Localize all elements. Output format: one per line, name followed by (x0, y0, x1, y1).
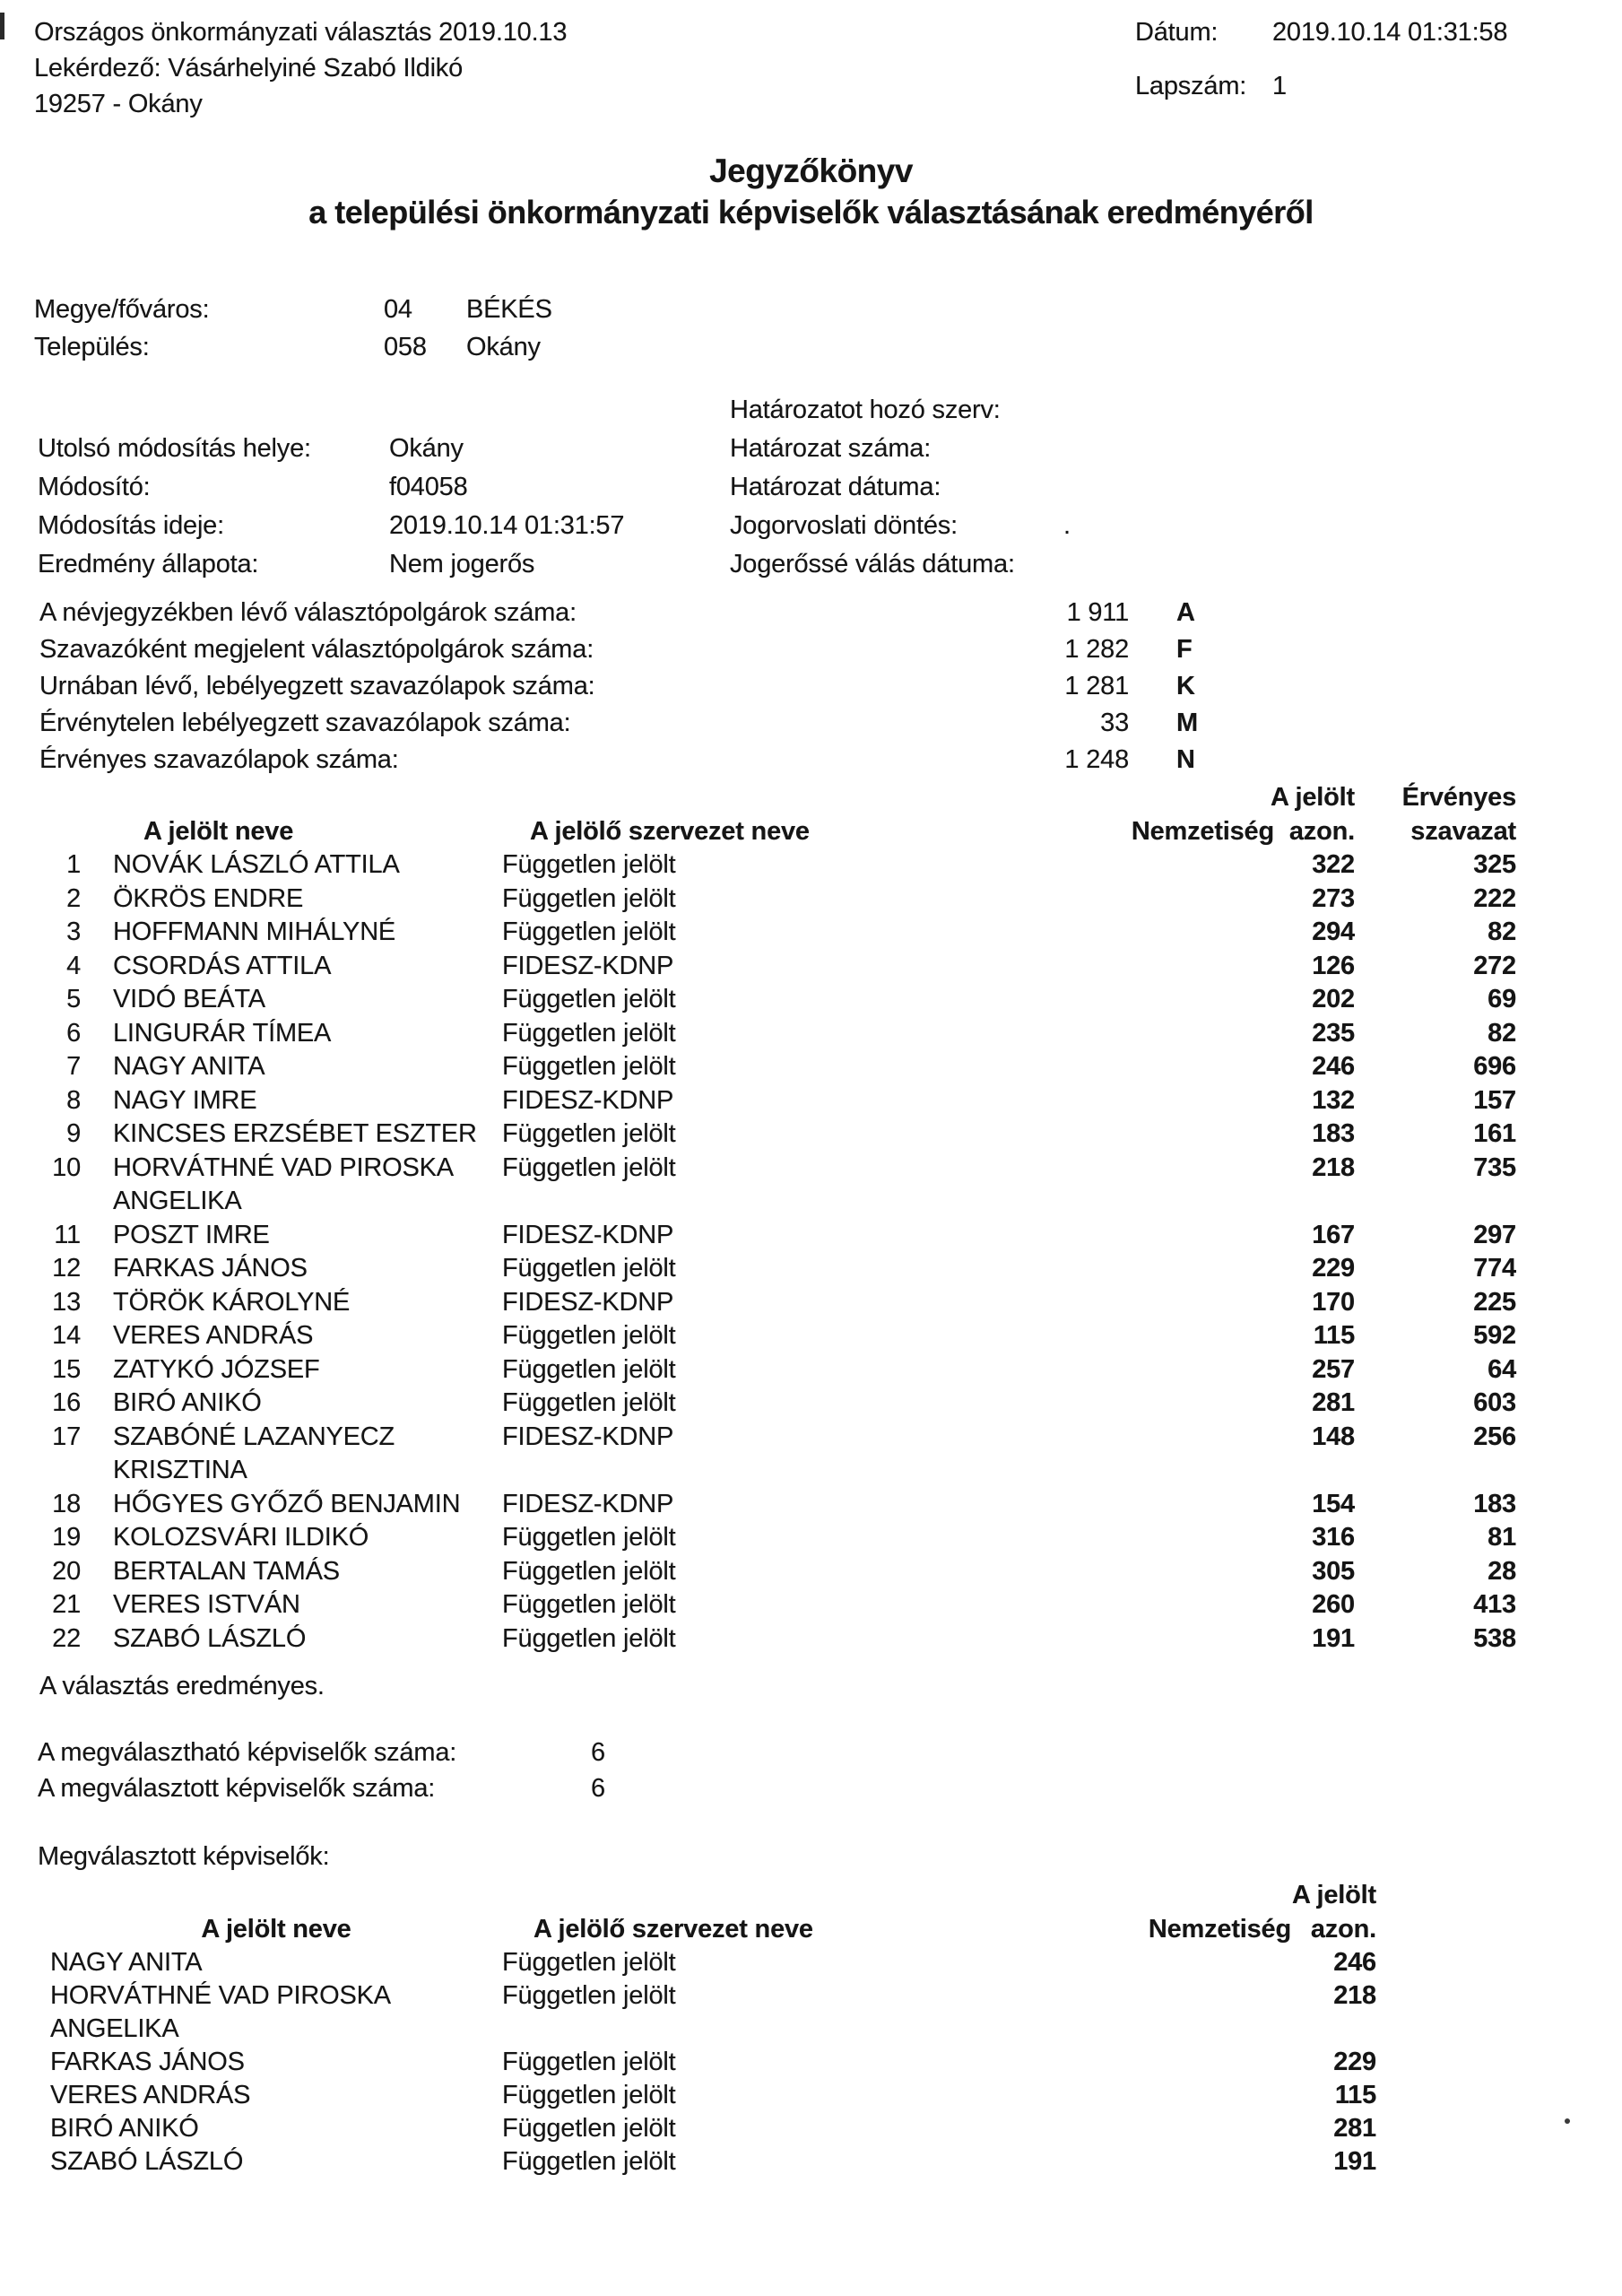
modification-row (38, 391, 1622, 430)
table-row (45, 1118, 1622, 1152)
elected-table-body (0, 1946, 1622, 2179)
candidate-name: ZATYKÓ JÓZSEF (113, 1354, 320, 1384)
nationality (1063, 1319, 1274, 1353)
table-row (45, 1050, 1622, 1084)
candidate-id: 260 (1312, 1590, 1355, 1619)
candidate-id: 322 (1312, 850, 1355, 879)
nominating-org: Független jelölt (502, 1556, 676, 1586)
valid-votes: 28 (1488, 1556, 1516, 1586)
valid-votes: 81 (1488, 1523, 1516, 1552)
candidate-id: 235 (1312, 1018, 1355, 1048)
nominating-org: FIDESZ-KDNP (502, 1489, 674, 1518)
nationality (1063, 1252, 1274, 1286)
modification-row (38, 545, 1622, 584)
page-number-label: Lapszám: (1135, 72, 1247, 100)
modification-value: Nem jogerős (389, 550, 535, 578)
decision-value (1063, 545, 1622, 584)
nominating-org: FIDESZ-KDNP (502, 1422, 674, 1451)
candidate-name: NAGY IMRE (113, 1085, 257, 1115)
settlement-name: Okány (466, 333, 541, 361)
modification-row (38, 468, 1622, 507)
valid-votes: 603 (1473, 1388, 1516, 1417)
table-row (45, 1387, 1622, 1421)
candidate-name-header: A jelölt neve (201, 1915, 351, 1944)
candidate-id: 229 (1333, 2048, 1376, 2076)
table-row (45, 848, 1622, 883)
table-row (50, 2145, 1622, 2179)
nominating-org: FIDESZ-KDNP (502, 1085, 674, 1115)
nationality (1063, 1521, 1274, 1555)
nationality (1063, 1286, 1274, 1320)
candidate-id: 191 (1312, 1623, 1355, 1653)
valid-votes: 272 (1473, 951, 1516, 980)
county-code: 04 (384, 295, 412, 324)
valid-votes: 82 (1488, 1018, 1516, 1048)
candidate-id: 246 (1312, 1052, 1355, 1081)
candidate-id-header-top: A jelölt (1292, 1881, 1376, 1909)
candidate-name: NAGY ANITA (113, 1052, 265, 1081)
statistic-code: A (1176, 598, 1195, 627)
table-row (45, 1488, 1622, 1522)
statistics-row (39, 705, 1622, 742)
decision-label: Határozatot hozó szerv: (730, 396, 1001, 424)
nominating-org: Független jelölt (502, 1254, 676, 1283)
nominating-org: Független jelölt (502, 850, 676, 879)
candidate-name: HORVÁTHNÉ VAD PIROSKA ANGELIKA (113, 1152, 454, 1215)
modification-label: Módosítás ideje: (38, 511, 224, 540)
document-title (0, 151, 1622, 233)
candidate-id: 294 (1312, 918, 1355, 946)
row-number: 4 (66, 951, 81, 980)
settlement-code-line: 19257 - Okány (34, 90, 203, 118)
candidate-id: 126 (1312, 951, 1355, 980)
candidate-id: 281 (1333, 2114, 1376, 2143)
nationality (1063, 1622, 1274, 1657)
table-row (50, 1979, 1622, 2046)
statistic-value: 1 911 (1066, 598, 1129, 627)
valid-votes: 735 (1473, 1152, 1516, 1182)
nationality (1063, 1555, 1274, 1589)
nominating-org: Független jelölt (502, 1523, 676, 1552)
nationality (1076, 2112, 1291, 2145)
scan-edge-artifact (0, 13, 4, 39)
nationality (1063, 916, 1274, 950)
candidate-id: 218 (1333, 1981, 1376, 2010)
county-row (34, 291, 1622, 328)
results-table-preheader (45, 780, 1622, 814)
nominating-org: Független jelölt (502, 1981, 676, 2010)
candidate-id: 229 (1312, 1254, 1355, 1283)
table-row (45, 950, 1622, 984)
valid-votes: 696 (1473, 1052, 1516, 1081)
statistics-row (39, 631, 1622, 668)
settlement-label: Település: (34, 333, 150, 361)
elected-count-row (38, 1770, 1622, 1806)
valid-votes: 538 (1473, 1623, 1516, 1653)
elected-counts-block (0, 1735, 1622, 1806)
statistics-row (39, 742, 1622, 778)
nationality (1063, 1084, 1274, 1118)
elected-count-label: A megválasztható képviselők száma: (38, 1738, 457, 1767)
nationality (1063, 883, 1274, 917)
nominating-org: Független jelölt (502, 2081, 676, 2109)
row-number: 16 (52, 1388, 81, 1417)
table-row (45, 1152, 1622, 1219)
table-row (45, 883, 1622, 917)
statistic-code: K (1176, 672, 1195, 700)
table-row (50, 2079, 1622, 2112)
elected-count-label: A megválasztott képviselők száma: (38, 1774, 436, 1803)
statistic-label: Érvénytelen lebélyegzett szavazólapok száma: (39, 709, 571, 737)
nationality-header: Nemzetiség (1131, 817, 1274, 846)
page-number-value: 1 (1272, 72, 1287, 100)
row-number: 21 (52, 1590, 81, 1619)
candidate-name: BIRÓ ANIKÓ (113, 1388, 262, 1417)
nominating-org: Független jelölt (502, 1590, 676, 1619)
statistics-row (39, 595, 1622, 631)
candidate-id: 115 (1313, 1321, 1355, 1350)
candidate-name: LINGURÁR TÍMEA (113, 1018, 332, 1048)
elected-table-header (50, 1912, 1622, 1946)
table-row (45, 1521, 1622, 1555)
modification-label: Utolsó módosítás helye: (38, 434, 311, 463)
valid-votes: 325 (1473, 850, 1516, 879)
nominating-org: Független jelölt (502, 1152, 676, 1182)
nationality (1063, 1050, 1274, 1084)
row-number: 7 (66, 1052, 81, 1081)
decision-value (1063, 391, 1622, 430)
candidate-name: HOFFMANN MIHÁLYNÉ (113, 918, 396, 946)
valid-votes-header-top: Érvényes (1401, 783, 1516, 812)
nominating-org: Független jelölt (502, 985, 676, 1013)
nominating-org: Független jelölt (502, 918, 676, 946)
valid-votes: 69 (1488, 985, 1516, 1013)
modification-value (389, 391, 730, 430)
county-label: Megye/főváros: (34, 295, 210, 324)
candidate-id: 154 (1312, 1489, 1355, 1518)
modification-value: Okány (389, 434, 464, 463)
candidate-name: HŐGYES GYŐZŐ BENJAMIN (113, 1489, 461, 1518)
table-row (45, 1219, 1622, 1253)
nominating-org: Független jelölt (502, 2048, 676, 2076)
row-number: 6 (66, 1018, 81, 1048)
candidate-name: TÖRÖK KÁROLYNÉ (113, 1287, 351, 1317)
valid-votes-header: szavazat (1410, 817, 1516, 846)
row-number: 13 (52, 1287, 81, 1317)
nationality (1076, 2145, 1291, 2179)
page-header (0, 14, 1622, 122)
nominating-org: Független jelölt (502, 2147, 676, 2176)
nominating-org: Független jelölt (502, 1948, 676, 1977)
decision-value: . (1063, 511, 1071, 540)
row-number: 17 (52, 1422, 81, 1451)
candidate-id: 218 (1312, 1152, 1355, 1182)
statistic-code: F (1176, 635, 1193, 664)
statistics-row (39, 668, 1622, 705)
table-row (45, 983, 1622, 1017)
statistics-block (0, 595, 1622, 778)
title-line-1: Jegyzőkönyv (709, 152, 913, 189)
scan-dot-artifact (1565, 2118, 1570, 2124)
elected-count-value: 6 (591, 1774, 605, 1803)
table-row (45, 1252, 1622, 1286)
valid-votes: 222 (1473, 883, 1516, 913)
modification-row (38, 507, 1622, 545)
nominating-org: Független jelölt (502, 1388, 676, 1417)
date-value: 2019.10.14 01:31:58 (1272, 18, 1508, 47)
row-number: 11 (54, 1220, 81, 1249)
valid-votes: 157 (1473, 1085, 1516, 1115)
modification-block (0, 391, 1622, 584)
modification-label (38, 391, 389, 430)
row-number: 3 (66, 918, 81, 946)
decision-label: Jogerőssé válás dátuma: (730, 550, 1015, 578)
candidate-name: FARKAS JÁNOS (50, 2048, 245, 2076)
valid-votes: 592 (1473, 1321, 1516, 1350)
valid-votes: 161 (1473, 1119, 1516, 1148)
candidate-name: SZABÓNÉ LAZANYECZ KRISZTINA (113, 1422, 395, 1484)
table-row (45, 1555, 1622, 1589)
candidate-id: 167 (1312, 1220, 1355, 1249)
nominating-org: Független jelölt (502, 1321, 676, 1350)
valid-votes: 256 (1473, 1422, 1516, 1451)
modification-value: f04058 (389, 473, 468, 501)
nationality (1076, 1946, 1291, 1979)
table-row (45, 1319, 1622, 1353)
candidate-name: VERES ISTVÁN (113, 1590, 300, 1619)
candidate-id: 148 (1312, 1422, 1355, 1451)
header-right-block (1135, 14, 1588, 122)
row-number: 1 (66, 850, 81, 879)
nominating-org: Független jelölt (502, 1354, 676, 1384)
nominating-org: Független jelölt (502, 1018, 676, 1048)
statistic-value: 1 281 (1064, 672, 1129, 700)
statistic-value: 33 (1100, 709, 1129, 737)
candidate-id: 305 (1312, 1556, 1355, 1586)
nationality (1063, 950, 1274, 984)
candidate-name: VERES ANDRÁS (113, 1321, 314, 1350)
decision-label: Jogorvoslati döntés: (730, 511, 958, 540)
location-block (0, 291, 1622, 366)
row-number: 20 (52, 1556, 81, 1586)
elected-count-row (38, 1735, 1622, 1770)
candidate-name: VIDÓ BEÁTA (113, 985, 265, 1013)
candidate-name: BIRÓ ANIKÓ (50, 2114, 199, 2143)
decision-value (1063, 468, 1622, 507)
row-number: 15 (52, 1354, 81, 1384)
modification-row (38, 430, 1622, 468)
requester-line: Lekérdező: Vásárhelyiné Szabó Ildikó (34, 54, 464, 83)
candidate-id: 246 (1333, 1948, 1376, 1977)
decision-value (1063, 430, 1622, 468)
nationality (1076, 2079, 1291, 2112)
table-row (45, 1421, 1622, 1488)
nationality (1076, 1979, 1291, 2046)
candidate-id: 257 (1312, 1354, 1355, 1384)
candidate-id: 183 (1312, 1119, 1355, 1148)
nationality (1063, 848, 1274, 883)
table-row (50, 1946, 1622, 1979)
statistic-value: 1 248 (1064, 745, 1129, 774)
elected-count-value: 6 (591, 1738, 605, 1767)
nominating-org: Független jelölt (502, 1623, 676, 1653)
statistic-label: Szavazóként megjelent választópolgárok száma: (39, 635, 594, 664)
candidate-name: VERES ANDRÁS (50, 2081, 251, 2109)
nationality (1063, 1219, 1274, 1253)
nationality-header: Nemzetiség (1148, 1915, 1291, 1944)
candidate-id: 202 (1312, 985, 1355, 1013)
decision-label: Határozat száma: (730, 434, 932, 463)
nominating-org: Független jelölt (502, 2114, 676, 2143)
nominating-org-header: A jelölő szervezet neve (533, 1915, 813, 1944)
statistic-code: M (1176, 709, 1198, 737)
results-table-body (0, 848, 1622, 1656)
nationality (1063, 1017, 1274, 1051)
statistic-label: A névjegyzékben lévő választópolgárok száma: (39, 598, 577, 627)
row-number: 12 (52, 1254, 81, 1283)
settlement-code: 058 (384, 333, 427, 361)
candidate-name: POSZT IMRE (113, 1220, 270, 1249)
elected-table-preheader (50, 1878, 1622, 1912)
nominating-org: FIDESZ-KDNP (502, 1287, 674, 1317)
nominating-org: FIDESZ-KDNP (502, 951, 674, 980)
nationality (1063, 1588, 1274, 1622)
valid-votes: 64 (1488, 1354, 1516, 1384)
row-number: 22 (52, 1623, 81, 1653)
candidate-name: SZABÓ LÁSZLÓ (113, 1623, 307, 1653)
candidate-id-header-top: A jelölt (1271, 783, 1355, 812)
header-left-block (34, 14, 567, 122)
date-label: Dátum: (1135, 18, 1219, 47)
statistic-label: Urnában lévő, lebélyegzett szavazólapok száma: (39, 672, 595, 700)
valid-votes: 225 (1473, 1287, 1516, 1317)
candidate-name: NOVÁK LÁSZLÓ ATTILA (113, 850, 400, 879)
candidate-id-header: azon. (1288, 817, 1355, 846)
election-title-line: Országos önkormányzati választás 2019.10.13 (34, 18, 568, 47)
candidate-name-header: A jelölt neve (143, 817, 294, 846)
valid-votes: 774 (1473, 1254, 1516, 1283)
candidate-name: FARKAS JÁNOS (113, 1254, 308, 1283)
table-row (50, 2112, 1622, 2145)
candidate-name: KINCSES ERZSÉBET ESZTER (113, 1119, 477, 1148)
candidate-name: SZABÓ LÁSZLÓ (50, 2147, 244, 2176)
row-number: 14 (52, 1321, 81, 1350)
statistic-value: 1 282 (1064, 635, 1129, 664)
valid-votes: 183 (1473, 1489, 1516, 1518)
elected-heading: Megválasztott képviselők: (38, 1842, 330, 1871)
candidate-id: 316 (1312, 1523, 1355, 1552)
nominating-org: FIDESZ-KDNP (502, 1220, 674, 1249)
modification-label: Eredmény állapota: (38, 550, 259, 578)
table-row (45, 1017, 1622, 1051)
statistic-label: Érvényes szavazólapok száma: (39, 745, 399, 774)
row-number: 10 (52, 1152, 81, 1182)
modification-value: 2019.10.14 01:31:57 (389, 511, 625, 540)
candidate-name: CSORDÁS ATTILA (113, 951, 332, 980)
results-table-header (45, 814, 1622, 848)
nationality (1063, 1387, 1274, 1421)
modification-label: Módosító: (38, 473, 151, 501)
results-table (0, 780, 1622, 1656)
row-number: 9 (66, 1119, 81, 1148)
candidate-id: 170 (1312, 1287, 1355, 1317)
nominating-org-header: A jelölő szervezet neve (530, 817, 810, 846)
title-line-2: a települési önkormányzati képviselők választásának eredményéről (308, 194, 1314, 230)
candidate-name: NAGY ANITA (50, 1948, 203, 1977)
nationality (1063, 1152, 1274, 1219)
candidate-name: HORVÁTHNÉ VAD PIROSKA ANGELIKA (50, 1981, 391, 2043)
decision-label: Határozat dátuma: (730, 473, 941, 501)
valid-votes: 413 (1473, 1590, 1516, 1619)
nationality (1063, 1421, 1274, 1488)
result-note: A választás eredményes. (39, 1672, 325, 1700)
candidate-id: 115 (1334, 2081, 1376, 2109)
table-row (45, 916, 1622, 950)
candidate-id: 132 (1312, 1085, 1355, 1115)
candidate-name: ÖKRÖS ENDRE (113, 883, 304, 913)
nationality (1063, 1488, 1274, 1522)
table-row (45, 1588, 1622, 1622)
nominating-org: Független jelölt (502, 883, 676, 913)
candidate-id: 191 (1333, 2147, 1376, 2176)
row-number: 18 (52, 1489, 81, 1518)
candidate-id: 281 (1312, 1388, 1355, 1417)
county-name: BÉKÉS (466, 295, 552, 324)
row-number: 8 (66, 1085, 81, 1115)
nominating-org: Független jelölt (502, 1052, 676, 1081)
valid-votes: 297 (1473, 1220, 1516, 1249)
table-row (45, 1622, 1622, 1657)
table-row (50, 2046, 1622, 2079)
candidate-name: KOLOZSVÁRI ILDIKÓ (113, 1523, 369, 1552)
nationality (1076, 2046, 1291, 2079)
statistic-code: N (1176, 745, 1195, 774)
row-number: 19 (52, 1523, 81, 1552)
row-number: 2 (66, 883, 81, 913)
settlement-row (34, 328, 1622, 366)
elected-table (0, 1878, 1622, 2179)
valid-votes: 82 (1488, 918, 1516, 946)
candidate-id: 273 (1312, 883, 1355, 913)
row-number: 5 (66, 985, 81, 1013)
nationality (1063, 1353, 1274, 1387)
candidate-name: BERTALAN TAMÁS (113, 1556, 340, 1586)
nationality (1063, 983, 1274, 1017)
table-row (45, 1084, 1622, 1118)
candidate-id-header: azon. (1310, 1915, 1376, 1944)
table-row (45, 1286, 1622, 1320)
table-row (45, 1353, 1622, 1387)
nationality (1063, 1118, 1274, 1152)
nominating-org: Független jelölt (502, 1119, 676, 1148)
